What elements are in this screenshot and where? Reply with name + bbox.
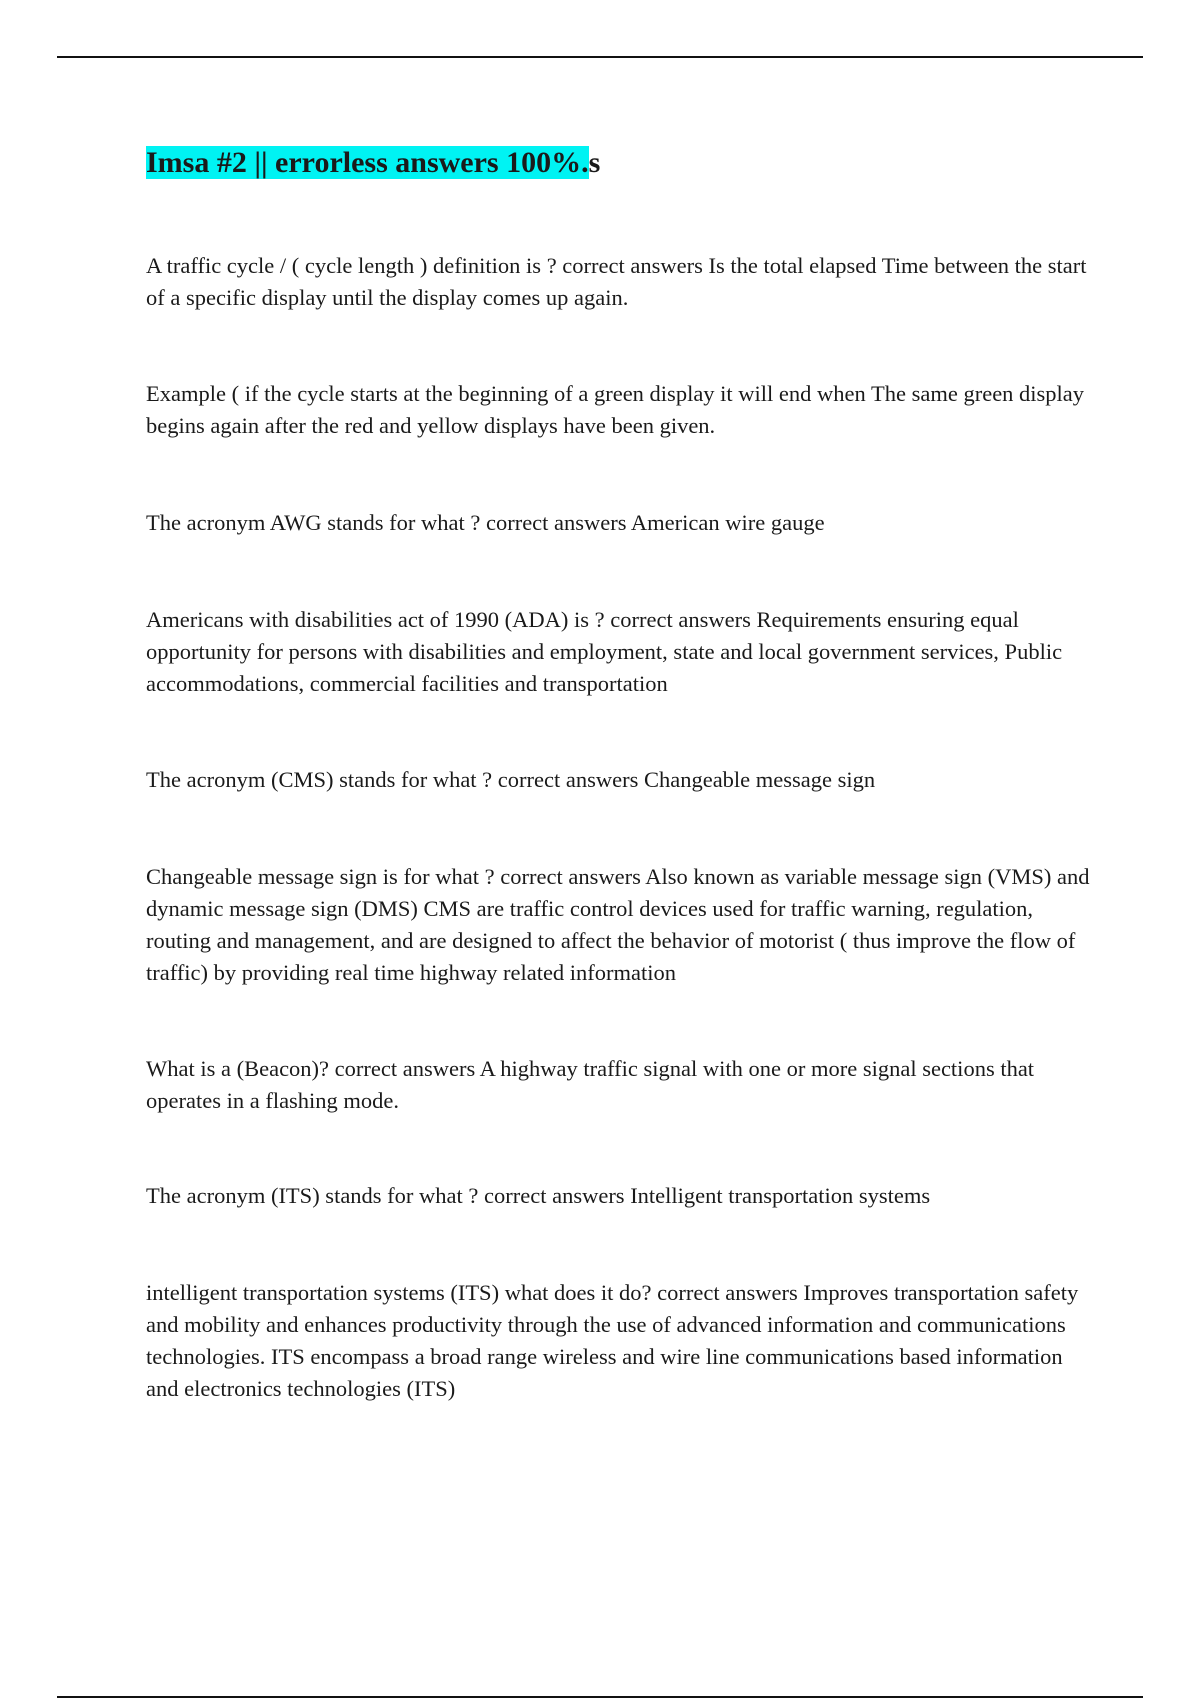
qa-paragraph: intelligent transportation systems (ITS) what does it do? correct answers Improves transportation safety and mobility and enhances productivity through the use of advanced information and communications technologies. ITS encompass a broad range wireless and wire line communications based information and electronics technologies (ITS) xyxy=(146,1280,1079,1401)
document-title xyxy=(146,143,600,183)
qa-paragraph: The acronym (CMS) stands for what ? correct answers Changeable message sign xyxy=(146,767,876,792)
qa-paragraph: The acronym AWG stands for what ? correct answers American wire gauge xyxy=(146,510,825,535)
qa-paragraph: The acronym (ITS) stands for what ? correct answers Intelligent transportation systems xyxy=(146,1183,931,1208)
qa-paragraph: Example ( if the cycle starts at the beginning of a green display it will end when The same green display begins again after the red and yellow displays have been given. xyxy=(146,381,1085,438)
qa-paragraph: A traffic cycle / ( cycle length ) definition is ? correct answers Is the total elapsed Time between the start of a specific display until the display comes up again. xyxy=(146,253,1087,310)
top-rule xyxy=(57,56,1143,58)
qa-paragraph: Changeable message sign is for what ? correct answers Also known as variable message sign (VMS) and dynamic message sign (DMS) CMS are traffic control devices used for traffic warning, regulation, routing and management, and are designed to affect the behavior of motorist ( thus improve the flow of traffic) by providing real time highway related information xyxy=(146,864,1090,985)
qa-paragraph: Americans with disabilities act of 1990 (ADA) is ? correct answers Requirements ensuring equal opportunity for persons with disabilities and employment, state and local government services, Public accommodations, commercial facilities and transportation xyxy=(146,607,1063,696)
title-tail: s xyxy=(588,146,601,179)
title-highlight: Imsa #2 || errorless answers 100%. xyxy=(146,146,589,179)
qa-paragraph: What is a (Beacon)? correct answers A highway traffic signal with one or more signal sections that operates in a flashing mode. xyxy=(146,1056,1035,1113)
bottom-rule xyxy=(57,1696,1143,1698)
